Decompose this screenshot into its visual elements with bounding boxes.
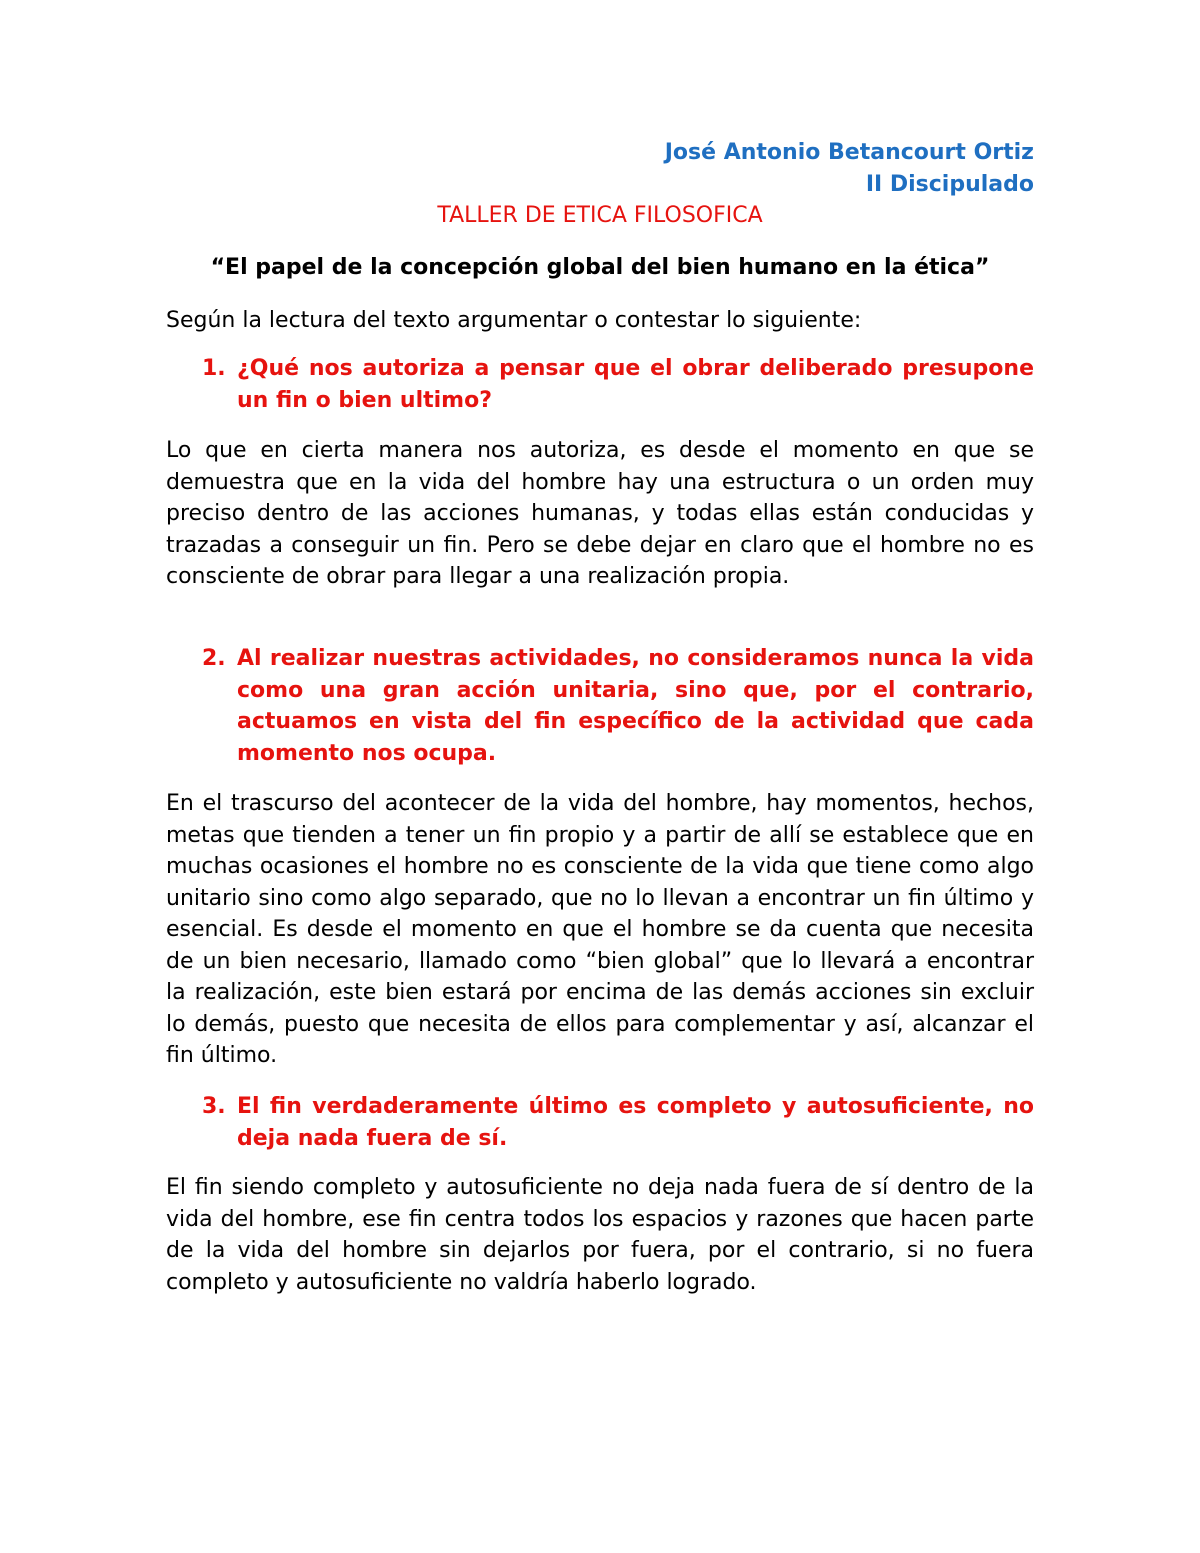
question-text: Al realizar nuestras actividades, no consideramos nunca la vida como una gran acción unitaria, sino que, por el contrario, actuamos en vista del fin específico de la actividad que cada momento nos ocupa.: [237, 646, 1034, 766]
document-title: “El papel de la concepción global del bien humano en la ética”: [210, 255, 990, 280]
question-text: ¿Qué nos autoriza a pensar que el obrar deliberado presupone un fin o bien ultimo?: [237, 356, 1034, 413]
question-3: [202, 1091, 1034, 1154]
question-text: El fin verdaderamente último es completo y autosuficiente, no deja nada fuera de sí.: [237, 1094, 1034, 1151]
question-1: [202, 353, 1034, 416]
intro-paragraph: Según la lectura del texto argumentar o contestar lo siguiente:: [166, 308, 862, 333]
question-2: [202, 643, 1034, 769]
author-name: José Antonio Betancourt Ortiz: [664, 140, 1034, 165]
question-number: 1.: [202, 356, 226, 381]
answer-2: En el trascurso del acontecer de la vida del hombre, hay momentos, hechos, metas que tienden a tener un fin propio y a partir de allí se establece que en muchas ocasiones el hombre no es consciente de la vida que tiene como algo unitario sino como algo separado, que no lo llevan a encontrar un fin último y esencial. Es desde el momento en que el hombre se da cuenta que necesita de un bien necesario, llamado como “bien global” que lo llevará a encontrar la realización, este bien estará por encima de las demás acciones sin excluir lo demás, puesto que necesita de ellos para complementar y así, alcanzar el fin último.: [166, 791, 1034, 1068]
answer-1: Lo que en cierta manera nos autoriza, es desde el momento en que se demuestra que en la vida del hombre hay una estructura o un orden muy preciso dentro de las acciones humanas, y todas ellas están conducidas y trazadas a conseguir un fin. Pero se debe dejar en claro que el hombre no es consciente de obrar para llegar a una realización propia.: [166, 438, 1034, 589]
question-number: 3.: [202, 1094, 226, 1119]
document-page: [166, 0, 1034, 1553]
answer-3: El fin siendo completo y autosuficiente no deja nada fuera de sí dentro de la vida del hombre, ese fin centra todos los espacios y razones que hacen parte de la vida del hombre sin dejarlos por fuera, por el contrario, si no fuera completo y autosuficiente no valdría haberlo logrado.: [166, 1175, 1034, 1295]
group-name: II Discipulado: [865, 172, 1034, 197]
question-number: 2.: [202, 646, 226, 671]
course-title: TALLER DE ETICA FILOSOFICA: [437, 203, 763, 228]
